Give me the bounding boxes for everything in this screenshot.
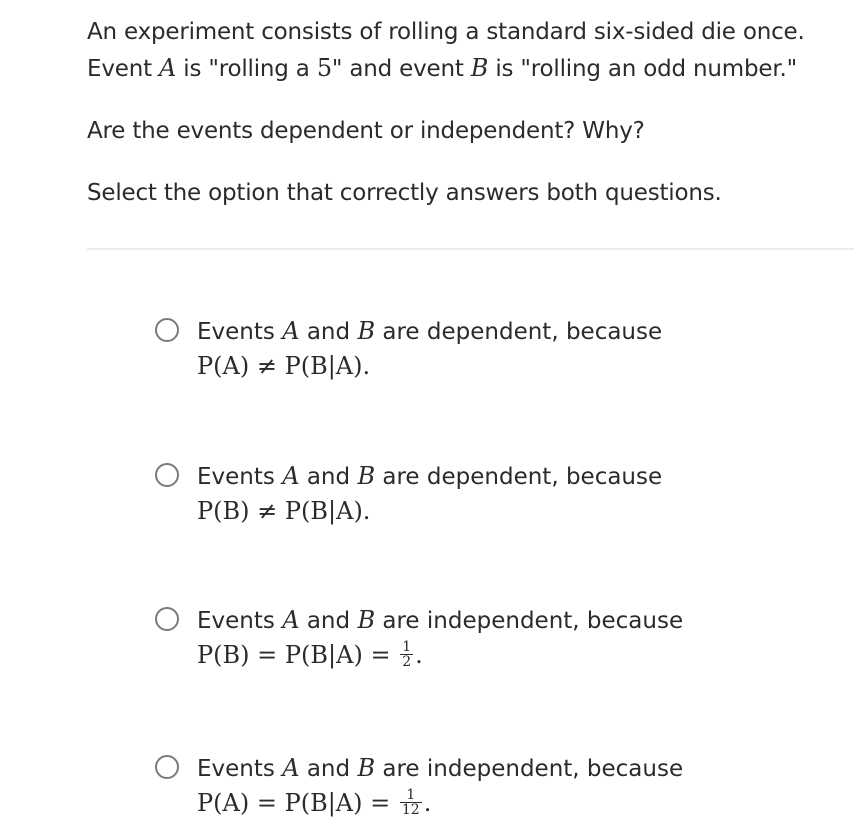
option-formula: P(A) ≠ P(B|A). xyxy=(197,352,371,380)
option-label: Events A and B are dependent, because xyxy=(197,317,663,345)
variable-b: B xyxy=(470,54,489,82)
option-formula: P(B) = P(B|A) = $\frac{1}{2}$ . xyxy=(197,639,423,670)
option-formula: P(A) = P(B|A) = $\frac{1}{12}$ . xyxy=(197,787,432,818)
radio-button[interactable] xyxy=(155,755,179,779)
option-label: Events A and B are independent, because xyxy=(197,606,684,634)
number-five: 5 xyxy=(316,54,332,82)
answer-option-4[interactable] xyxy=(155,751,795,831)
answer-option-3[interactable] xyxy=(155,603,795,678)
option-formula: P(B) ≠ P(B|A). xyxy=(197,497,371,525)
fraction: $\frac{1}{12}$ xyxy=(401,787,420,818)
fraction: $\frac{1}{2}$ xyxy=(402,639,412,670)
variable-a: A xyxy=(159,54,177,82)
question-line-2: Event A is "rolling a 5" and event B is "rolling an odd number." xyxy=(87,54,797,82)
answer-option-1[interactable] xyxy=(155,314,795,384)
option-label: Events A and B are dependent, because xyxy=(197,462,663,490)
question-instruction: Select the option that correctly answers both questions. xyxy=(87,180,722,206)
answer-option-2[interactable] xyxy=(155,459,795,529)
divider xyxy=(87,248,854,250)
question-prompt: Are the events dependent or independent? Why? xyxy=(87,118,645,144)
question-stem xyxy=(87,14,847,211)
option-label: Events A and B are independent, because xyxy=(197,754,684,782)
question-line-1: An experiment consists of rolling a standard six-sided die once. xyxy=(87,19,805,45)
radio-button[interactable] xyxy=(155,318,179,342)
radio-button[interactable] xyxy=(155,607,179,631)
radio-button[interactable] xyxy=(155,463,179,487)
